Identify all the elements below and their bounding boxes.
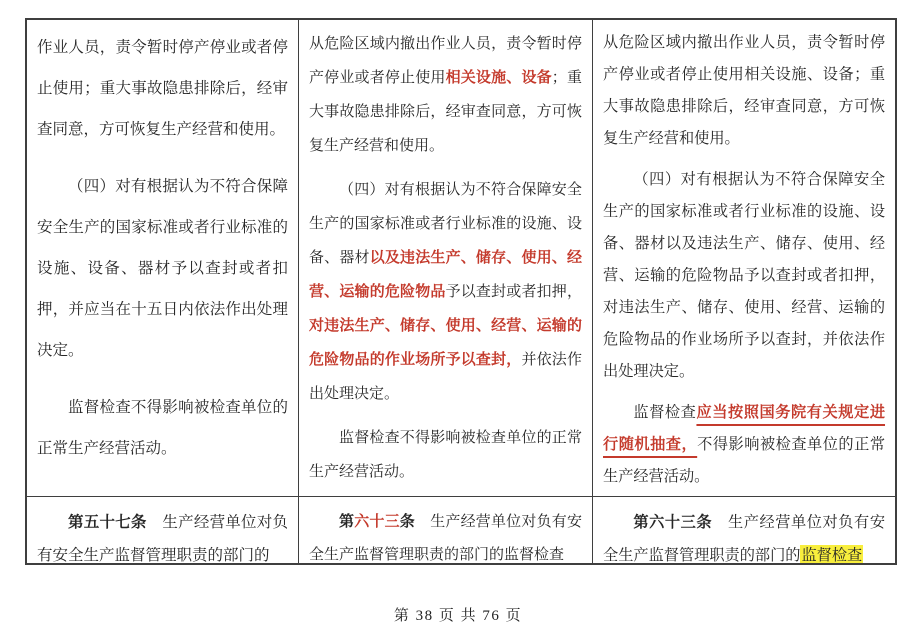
text-run-bold-red: 六十三 [354,514,400,530]
text-run: 不得影响被检查单位的正常生产经营活动。 [603,436,886,485]
paragraph [309,173,582,411]
text-run: 生产经营单位对负有安全生产监督管理职责的部门的 [603,514,886,563]
text-run-bold: 第 [339,514,355,530]
table-cell-old-law-article [27,497,299,563]
text-run: 生产经营单位对负有安全生产监督管理职责的部门的 [37,514,288,563]
paragraph [603,506,885,563]
paragraph [603,397,885,493]
text-run-bold: 第五十七条 [68,514,147,531]
law-comparison-table [25,18,897,565]
table-cell-2014-article [299,497,593,563]
text-run-red: 相关设施、设备 [445,70,552,86]
text-run-red-u: 应当按照国务院有关规定进行随机抽查， [603,404,886,453]
paragraph [37,506,288,563]
text-run: 监督检查不得影响被检查单位的正常生产经营活动。 [309,430,582,480]
table-cell-2021-law-body [593,20,895,497]
text-run: 予以查封或者扣押， [445,284,582,300]
text-run: 从危险区域内撤出作业人员，责令暂时停产停业或者停止使用相关设施、设备；重大事故隐患排除后，经审查同意，方可恢复生产经营和使用。 [603,34,885,147]
text-run: 并依法作出处理决定。 [309,352,582,402]
text-run: （四）对有根据认为不符合保障安全生产的国家标准或者行业标准的设施、设备、器材予以查封或者扣押，并应当在十五日内依法作出处理决定。 [37,178,288,359]
text-run: 作业人员，责令暂时停产停业或者停止使用；重大事故隐患排除后，经审查同意，方可恢复生产经营和使用。 [37,39,288,138]
text-run: （四）对有根据认为不符合保障安全生产的国家标准或者行业标准的设施、设备、器材 [309,182,582,266]
text-run: 生产经营单位对负有安全生产监督管理职责的部门的监督检查 [309,514,582,563]
paragraph [309,506,582,563]
table-cell-2014-law-body [299,20,593,497]
text-run-hl: 监督检查 [801,547,863,563]
paragraph [309,27,582,163]
page-footer: 第 38 页 共 76 页 [393,608,523,624]
text-run-red: 对违法生产、储存、使用、经营、运输的危险物品的作业场所予以查封， [309,318,582,368]
paragraph [309,421,582,489]
paragraph [603,27,885,155]
table-cell-2021-article [593,497,895,563]
text-run-bold: 第六十三条 [633,514,713,531]
paragraph [37,166,288,371]
table-cell-old-law-body [27,20,299,497]
text-run: （四）对有根据认为不符合保障安全生产的国家标准或者行业标准的设施、设备、器材以及违法生产、储存、使用、经营、运输的危险物品予以查封或者扣押，对违法生产、储存、使用、经营、运输的危险物品的作业场所予以查封，并依法作出处理决定。 [603,171,885,380]
text-run: 监督检查 [633,404,697,421]
paragraph [37,387,288,469]
text-run-bold: 条 [399,514,415,530]
text-run: ；重大事故隐患排除后，经审查同意，方可恢复生产经营和使用。 [309,70,582,154]
text-run: 监督检查不得影响被检查单位的正常生产经营活动。 [37,399,288,457]
text-run: 从危险区域内撤出作业人员，责令暂时停产停业或者停止使用 [309,36,582,86]
paragraph [603,164,885,388]
paragraph [37,27,288,150]
text-run-red: 以及违法生产、储存、使用、经营、运输的危险物品 [309,250,582,300]
